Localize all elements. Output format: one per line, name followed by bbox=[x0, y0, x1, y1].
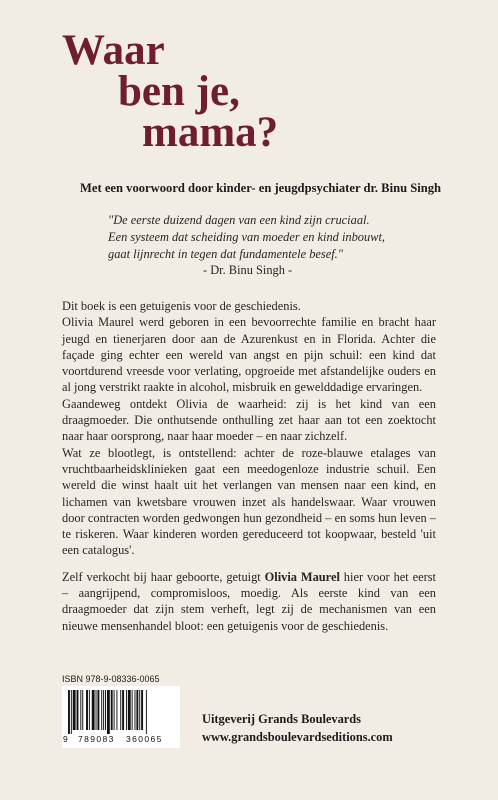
blurb-text-segment: Zelf verkocht bij haar geboorte, getuigt bbox=[62, 569, 265, 584]
barcode bbox=[62, 686, 180, 748]
quote-author: - Dr. Binu Singh - bbox=[203, 263, 293, 277]
publisher-website: www.grandsboulevardseditions.com bbox=[202, 730, 393, 744]
blurb-text-segment: hier voor het eerst – aangrijpend, compromisloos, moedig. Als eerste kind van een draagmoeder dat zijn stem verheft, legt zij de mechanismen van een nieuwe mensenhandel bloot: een getuigenis voor de geschiedenis. bbox=[62, 569, 436, 633]
publisher-info bbox=[202, 710, 393, 746]
isbn-label: ISBN 978-9-08336-0065 bbox=[62, 674, 160, 684]
title-line-2: ben je, bbox=[118, 68, 240, 115]
quote-line: Een systeem dat scheiding van moeder en kind inbouwt, bbox=[108, 230, 386, 244]
publisher-name: Uitgeverij Grands Boulevards bbox=[202, 712, 362, 726]
title-line-3: mama? bbox=[142, 109, 279, 156]
blurb-text bbox=[62, 298, 436, 634]
quote-block bbox=[108, 212, 468, 263]
author-name: Olivia Maurel bbox=[264, 569, 340, 584]
blurb-paragraph: Wat ze blootlegt, is ontstellend: achter de roze-blauwe etalages van vruchtbaarheidsklinieken gaat een meedogenloze industrie schuil. Een wereld die winst haalt uit het verlangen van mensen naar een kind, en lichamen van kwetsbare vrouwen inzet als handelswaar. Waar vrouwen door contracten worden gedwongen hun gezondheid – en soms hun leven – te riskeren. Waar kinderen worden gereduceerd tot koopwaar, besteld 'uit een catalogus'. bbox=[62, 445, 436, 558]
barcode-bars bbox=[68, 690, 174, 734]
barcode-digit-first: 9 bbox=[63, 734, 68, 744]
title-line-1: Waar bbox=[62, 27, 165, 74]
book-title bbox=[62, 27, 279, 156]
blurb-paragraph: Gaandeweg ontdekt Olivia de waarheid: zij is het kind van een draagmoeder. Die onthutsende onthulling zet haar aan tot een zoektocht naar haar oorsprong, naar haar moeder – en naar zichzelf. bbox=[62, 396, 436, 444]
quote-line: "De eerste duizend dagen van een kind zijn cruciaal. bbox=[108, 213, 370, 227]
blurb-paragraph: Olivia Maurel werd geboren in een bevoorrechte familie en bracht haar jeugd en tienerjaren door aan de Azurenkust en in Florida. Achter die façade ging echter een wereld van angst en pijn schuil: een kind dat voortdurend vreesde voor verlating, opgroeide met afstandelijke ouders en al jong verstrikt raakte in alcohol, misbruik en gewelddadige ervaringen. bbox=[62, 315, 436, 395]
blurb-paragraph-final bbox=[62, 569, 436, 634]
barcode-digits-right: 360065 bbox=[126, 734, 163, 744]
barcode-digits-left: 789083 bbox=[78, 734, 115, 744]
quote-line: gaat lijnrecht in tegen dat fundamentele besef." bbox=[108, 247, 343, 261]
foreword-subtitle: Met een voorwoord door kinder- en jeugdpsychiater dr. Binu Singh bbox=[80, 181, 442, 195]
blurb-paragraph: Dit boek is een getuigenis voor de geschiedenis. bbox=[62, 299, 301, 313]
